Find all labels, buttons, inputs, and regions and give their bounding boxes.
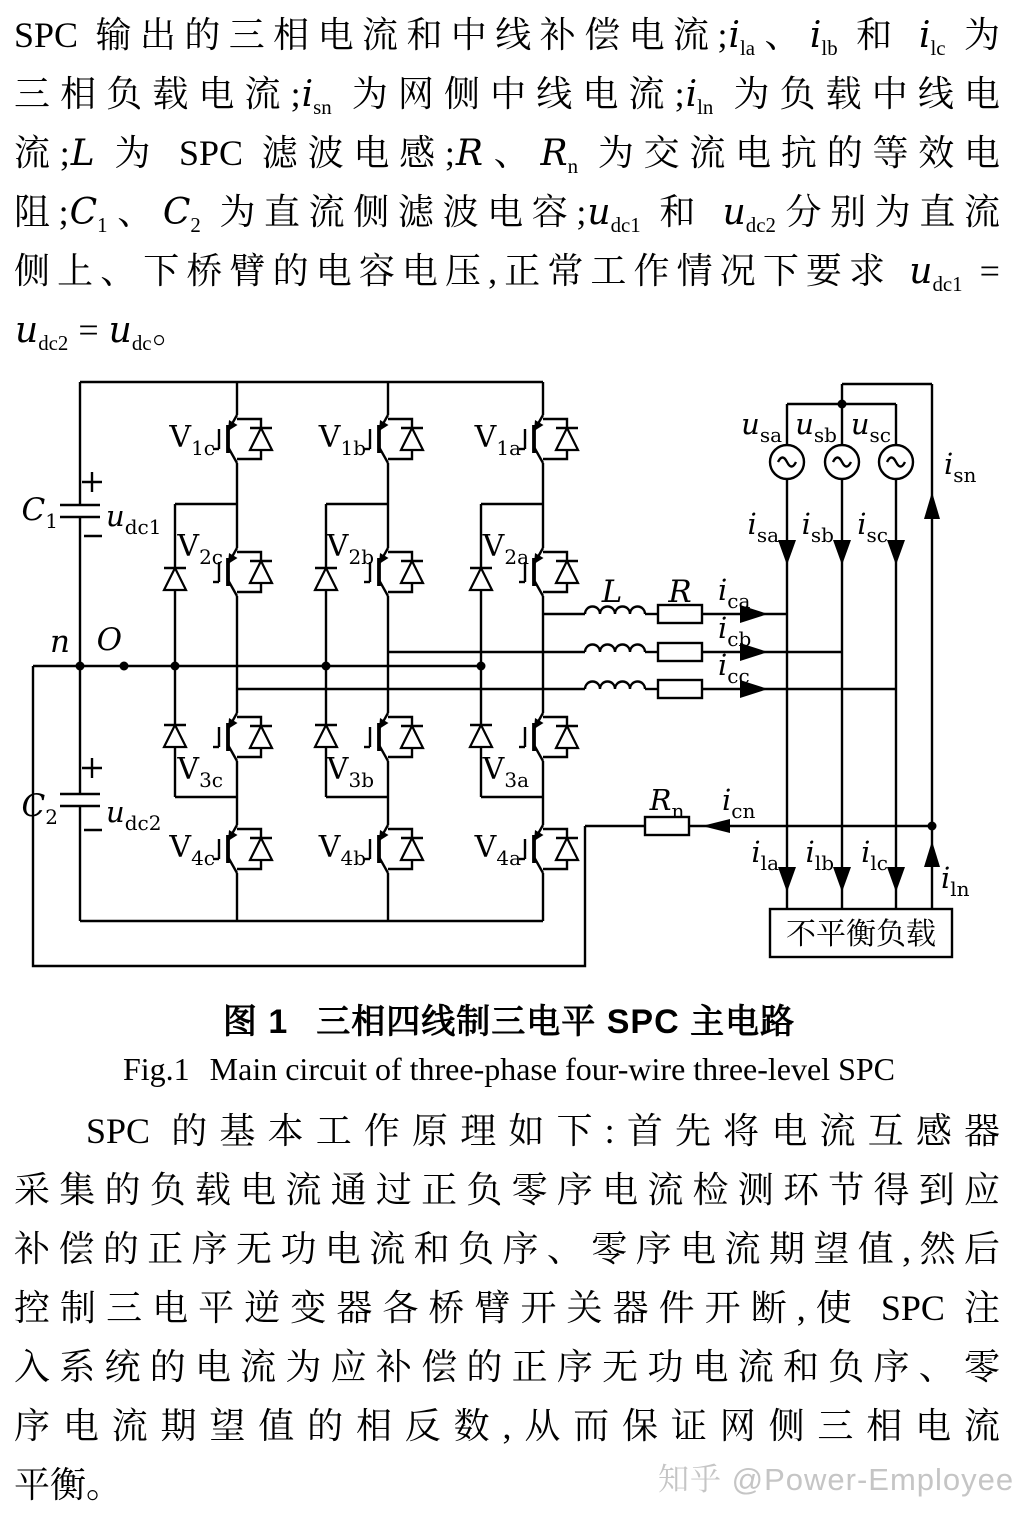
clamp-diode-lower: [470, 725, 492, 747]
label-V2c: $V_{2c}$: [177, 529, 223, 569]
label-V1c: $V_{1c}$: [169, 420, 215, 460]
label-ila: $i_{la}$: [751, 835, 779, 875]
antiparallel-diode: [556, 726, 578, 748]
label-V4c: $V_{4c}$: [169, 830, 215, 870]
text-line: [14, 183, 1000, 242]
wire: [237, 829, 261, 838]
label-V2a: $V_{2a}$: [482, 529, 529, 569]
text-segment: 为网侧中线电流;: [332, 74, 685, 114]
igbt-V4b: [364, 825, 389, 873]
text-line: [14, 1397, 1000, 1456]
label-icn: $i_{cn}$: [722, 783, 756, 823]
circuit-diagram: [0, 364, 1018, 986]
clamp-diode-upper: [470, 568, 492, 590]
wire: [388, 450, 412, 459]
igbt-V1c: [213, 415, 238, 463]
wire: [237, 419, 261, 428]
resistor-box: [658, 680, 702, 698]
text-segment: 、: [108, 192, 162, 232]
wire: [388, 583, 412, 592]
label-isb: $i_{sb}$: [801, 507, 834, 547]
clamp-diode-upper: [315, 568, 337, 590]
label-udc1: $u_{dc1}$: [106, 499, 162, 539]
text-line: [14, 242, 1000, 301]
text-line: [14, 6, 1000, 65]
text-segment: 为交流电抗的等效电: [579, 133, 1000, 173]
label-V1a: $V_{1a}$: [474, 420, 521, 460]
text-segment: 采集的负载电流通过正负零序电流检测环节得到应: [14, 1170, 1000, 1210]
text-segment: SPC 输出的三相电流和中线补偿电流;: [14, 15, 728, 55]
resistor-box: [658, 643, 702, 661]
wire: [543, 583, 567, 592]
text-segment: 、: [756, 15, 809, 55]
antiparallel-diode: [401, 428, 423, 450]
text-segment: 和: [641, 192, 722, 232]
label-isa: $i_{sa}$: [747, 507, 779, 547]
math-symbol: $C_2$: [162, 192, 201, 238]
label-R: R: [668, 574, 692, 610]
math-symbol: $i_{lc}$: [918, 15, 946, 61]
label-iln: $i_{ln}$: [941, 861, 970, 901]
text-segment: =: [69, 310, 108, 350]
wire: [237, 748, 261, 757]
inductor-coil: [585, 682, 645, 690]
text-segment: 为: [946, 15, 1000, 55]
math-symbol: $i_{lb}$: [809, 15, 838, 61]
junction-dot: [477, 662, 486, 671]
junction-dot: [120, 662, 129, 671]
math-symbol: $u_{dc2}$: [722, 192, 776, 238]
top-paragraph: [0, 6, 1018, 360]
igbt-V1a: [519, 415, 544, 463]
math-symbol: $i_{ln}$: [685, 74, 714, 120]
arrow-icn: [702, 819, 730, 833]
text-line: [14, 1220, 1000, 1279]
wire: [543, 552, 567, 561]
math-symbol: $u_{dc2}$: [15, 310, 69, 356]
text-segment: 三相负载电流;: [14, 74, 301, 114]
text-line: [14, 65, 1000, 124]
label-V3b: $V_{3b}$: [326, 752, 374, 792]
math-symbol: $u_{dc1}$: [909, 251, 963, 297]
wire: [543, 829, 567, 838]
label-ilc: $i_{lc}$: [861, 835, 888, 875]
arrow-ilc: [887, 867, 905, 892]
text-segment: 阻;: [14, 192, 69, 232]
wire: [237, 583, 261, 592]
label-icb: $i_{cb}$: [718, 611, 752, 651]
text-line: [14, 1102, 1000, 1161]
wire: [543, 748, 567, 757]
antiparallel-diode: [250, 726, 272, 748]
text-segment: 为负载中线电: [714, 74, 1000, 114]
arrow-iln: [924, 841, 940, 867]
text-segment: 为直流侧滤波电容;: [201, 192, 587, 232]
wire: [543, 717, 567, 726]
math-symbol: $u_{dc1}$: [587, 192, 641, 238]
text-line: [14, 1161, 1000, 1220]
igbt-V3a: [519, 713, 544, 761]
clamp-diode-lower: [315, 725, 337, 747]
label-usb: $u_{sb}$: [795, 407, 837, 447]
wire: [388, 829, 412, 838]
junction-dot: [838, 400, 847, 409]
antiparallel-diode: [250, 561, 272, 583]
clamp-diode-lower: [164, 725, 186, 747]
text-segment: 控制三电平逆变器各桥臂开关器件开断,使 SPC 注: [14, 1288, 1000, 1328]
label-isn: $i_{sn}$: [944, 447, 977, 487]
figure-1: [0, 364, 1018, 1088]
wire: [543, 419, 567, 428]
inductor-coil: [585, 645, 645, 653]
math-symbol: $u_{dc}$: [108, 310, 152, 356]
label-usc: $u_{sc}$: [850, 407, 891, 447]
text-line: [14, 301, 1000, 360]
label-C1: $C_1$: [21, 492, 58, 533]
junction-dot: [76, 662, 85, 671]
math-symbol: L: [70, 133, 95, 174]
watermark: 知乎 @Power-Employee: [658, 1462, 1015, 1497]
figure-caption-cn: [0, 994, 1018, 1043]
arrow-isb: [833, 540, 851, 565]
label-V4b: $V_{4b}$: [318, 830, 366, 870]
antiparallel-diode: [556, 838, 578, 860]
junction-dot: [928, 822, 937, 831]
text-segment: SPC 的基本工作原理如下:首先将电流互感器: [86, 1111, 1000, 1151]
text-segment: 序电流期望值的相反数,从而保证网侧三相电流: [14, 1406, 1000, 1446]
label-node-n: n: [50, 624, 70, 660]
label-node-O: O: [96, 622, 122, 658]
antiparallel-diode: [401, 561, 423, 583]
text-line: [14, 1279, 1000, 1338]
wire: [543, 860, 567, 869]
math-symbol: $R_n$: [540, 133, 579, 179]
wire: [237, 552, 261, 561]
label-isc: $i_{sc}$: [857, 507, 888, 547]
text-line: [14, 124, 1000, 183]
text-segment: 入系统的电流为应补偿的正序无功电流和负序、零: [14, 1347, 1000, 1387]
igbt-V3b: [364, 713, 389, 761]
text-line: [14, 1338, 1000, 1397]
text-segment: =: [963, 251, 1000, 291]
text-segment: 为 SPC 滤波电感;: [95, 133, 455, 173]
text-segment: 、: [484, 133, 540, 173]
wire: [388, 552, 412, 561]
igbt-V1b: [364, 415, 389, 463]
figure-caption-en: [0, 1051, 1018, 1088]
antiparallel-diode: [401, 726, 423, 748]
wire: [388, 419, 412, 428]
wire: [388, 717, 412, 726]
figure-number-cn: 图 1: [222, 1003, 289, 1041]
label-icc: $i_{cc}$: [718, 648, 750, 688]
wire: [543, 450, 567, 459]
wire: [237, 450, 261, 459]
label-udc2: $u_{dc2}$: [106, 795, 162, 835]
label-C2: $C_2$: [21, 788, 58, 829]
label-Rn: $R_n$: [649, 783, 685, 823]
figure-title-en: Main circuit of three-phase four-wire three-level SPC: [209, 1051, 895, 1087]
antiparallel-diode: [556, 561, 578, 583]
label-L: L: [601, 574, 623, 610]
figure-title-cn: 三相四线制三电平 SPC 主电路: [316, 1003, 796, 1041]
label-ilb: $i_{lb}$: [805, 835, 834, 875]
text-segment: 。: [152, 310, 189, 350]
antiparallel-diode: [250, 428, 272, 450]
arrow-ilb: [833, 867, 851, 892]
igbt-V4c: [213, 825, 238, 873]
clamp-diode-upper: [164, 568, 186, 590]
label-V2b: $V_{2b}$: [326, 529, 374, 569]
figure-number-en: Fig.1: [122, 1051, 190, 1087]
arrow-isn: [924, 492, 940, 519]
text-segment: 补偿的正序无功电流和负序、零序电流期望值,然后: [14, 1229, 1000, 1269]
text-segment: 平衡。: [14, 1465, 123, 1505]
igbt-V4a: [519, 825, 544, 873]
label-V3c: $V_{3c}$: [177, 752, 223, 792]
arrow-ila: [778, 867, 796, 892]
label-V4a: $V_{4a}$: [474, 830, 521, 870]
arrow-isc: [887, 540, 905, 565]
antiparallel-diode: [556, 428, 578, 450]
math-symbol: $i_{sn}$: [301, 74, 332, 120]
antiparallel-diode: [401, 838, 423, 860]
unbalanced-load-label: 不平衡负载: [786, 917, 936, 952]
wire: [388, 860, 412, 869]
label-ica: $i_{ca}$: [718, 573, 751, 613]
text-segment: 流;: [14, 133, 70, 173]
math-symbol: R: [455, 133, 483, 174]
text-segment: 分别为直流: [776, 192, 1000, 232]
math-symbol: $i_{la}$: [728, 15, 756, 61]
igbt-V3c: [213, 713, 238, 761]
text-segment: 侧上、下桥臂的电容电压,正常工作情况下要求: [14, 251, 909, 291]
label-V3a: $V_{3a}$: [482, 752, 529, 792]
label-usa: $u_{sa}$: [741, 407, 782, 447]
junction-dot: [322, 662, 331, 671]
wire: [237, 717, 261, 726]
wire: [237, 860, 261, 869]
arrow-isa: [778, 540, 796, 565]
math-symbol: $C_1$: [69, 192, 108, 238]
wire: [388, 748, 412, 757]
label-V1b: $V_{1b}$: [318, 420, 366, 460]
text-segment: 和: [838, 15, 918, 55]
junction-dot: [171, 662, 180, 671]
antiparallel-diode: [250, 838, 272, 860]
